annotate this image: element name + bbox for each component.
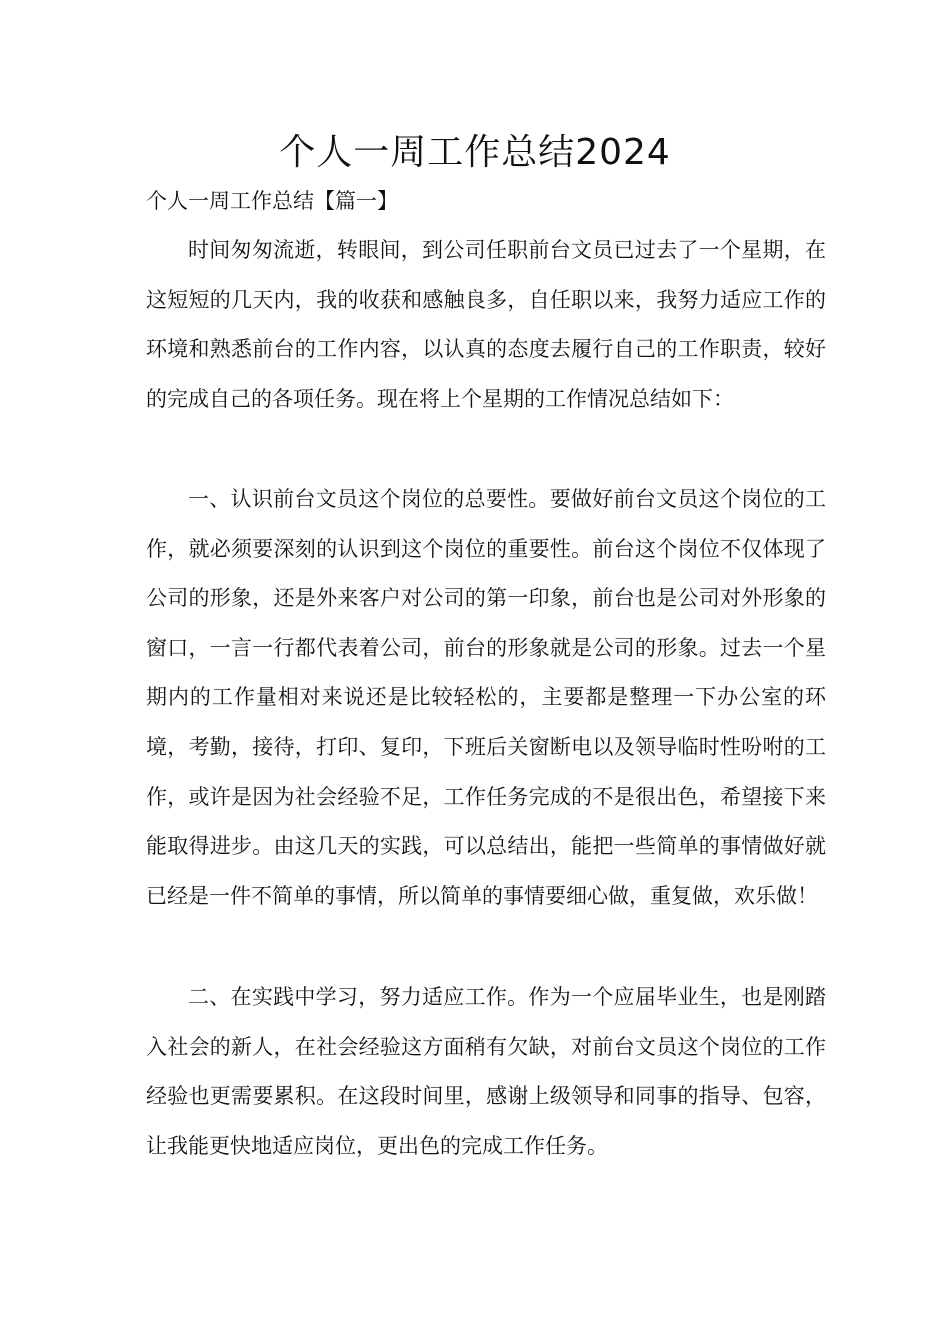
paragraph-section-1: 一、认识前台文员这个岗位的总要性。要做好前台文员这个岗位的工作，就必须要深刻的认识到这个岗位的重要性。前台这个岗位不仅体现了公司的形象，还是外来客户对公司的第一印象，前台也是公司对外形象的窗口，一言一行都代表着公司，前台的形象就是公司的形象。过去一个星期内的工作量相对来说还是比较轻松的，主要都是整理一下办公室的环境，考勤，接待，打印、复印，下班后关窗断电以及领导临时性吩咐的工作，或许是因为社会经验不足，工作任务完成的不是很出色，希望接下来能取得进步。由这几天的实践，可以总结出，能把一些简单的事情做好就已经是一件不简单的事情，所以简单的事情要细心做，重复做，欢乐做！ (146, 487, 826, 908)
paragraph-intro: 时间匆匆流逝，转眼间，到公司任职前台文员已过去了一个星期，在这短短的几天内，我的收获和感触良多，自任职以来，我努力适应工作的环境和熟悉前台的工作内容，以认真的态度去履行自己的工作职责，较好的完成自己的各项任务。现在将上个星期的工作情况总结如下： (146, 238, 826, 411)
paragraph-section-2: 二、在实践中学习，努力适应工作。作为一个应届毕业生，也是刚踏入社会的新人，在社会经验这方面稍有欠缺，对前台文员这个岗位的工作经验也更需要累积。在这段时间里，感谢上级领导和同事的指导、包容，让我能更快地适应岗位，更出色的完成工作任务。 (146, 985, 826, 1158)
document-subtitle: 个人一周工作总结【篇一】 (146, 189, 398, 213)
document-title: 个人一周工作总结2024 (279, 132, 671, 173)
